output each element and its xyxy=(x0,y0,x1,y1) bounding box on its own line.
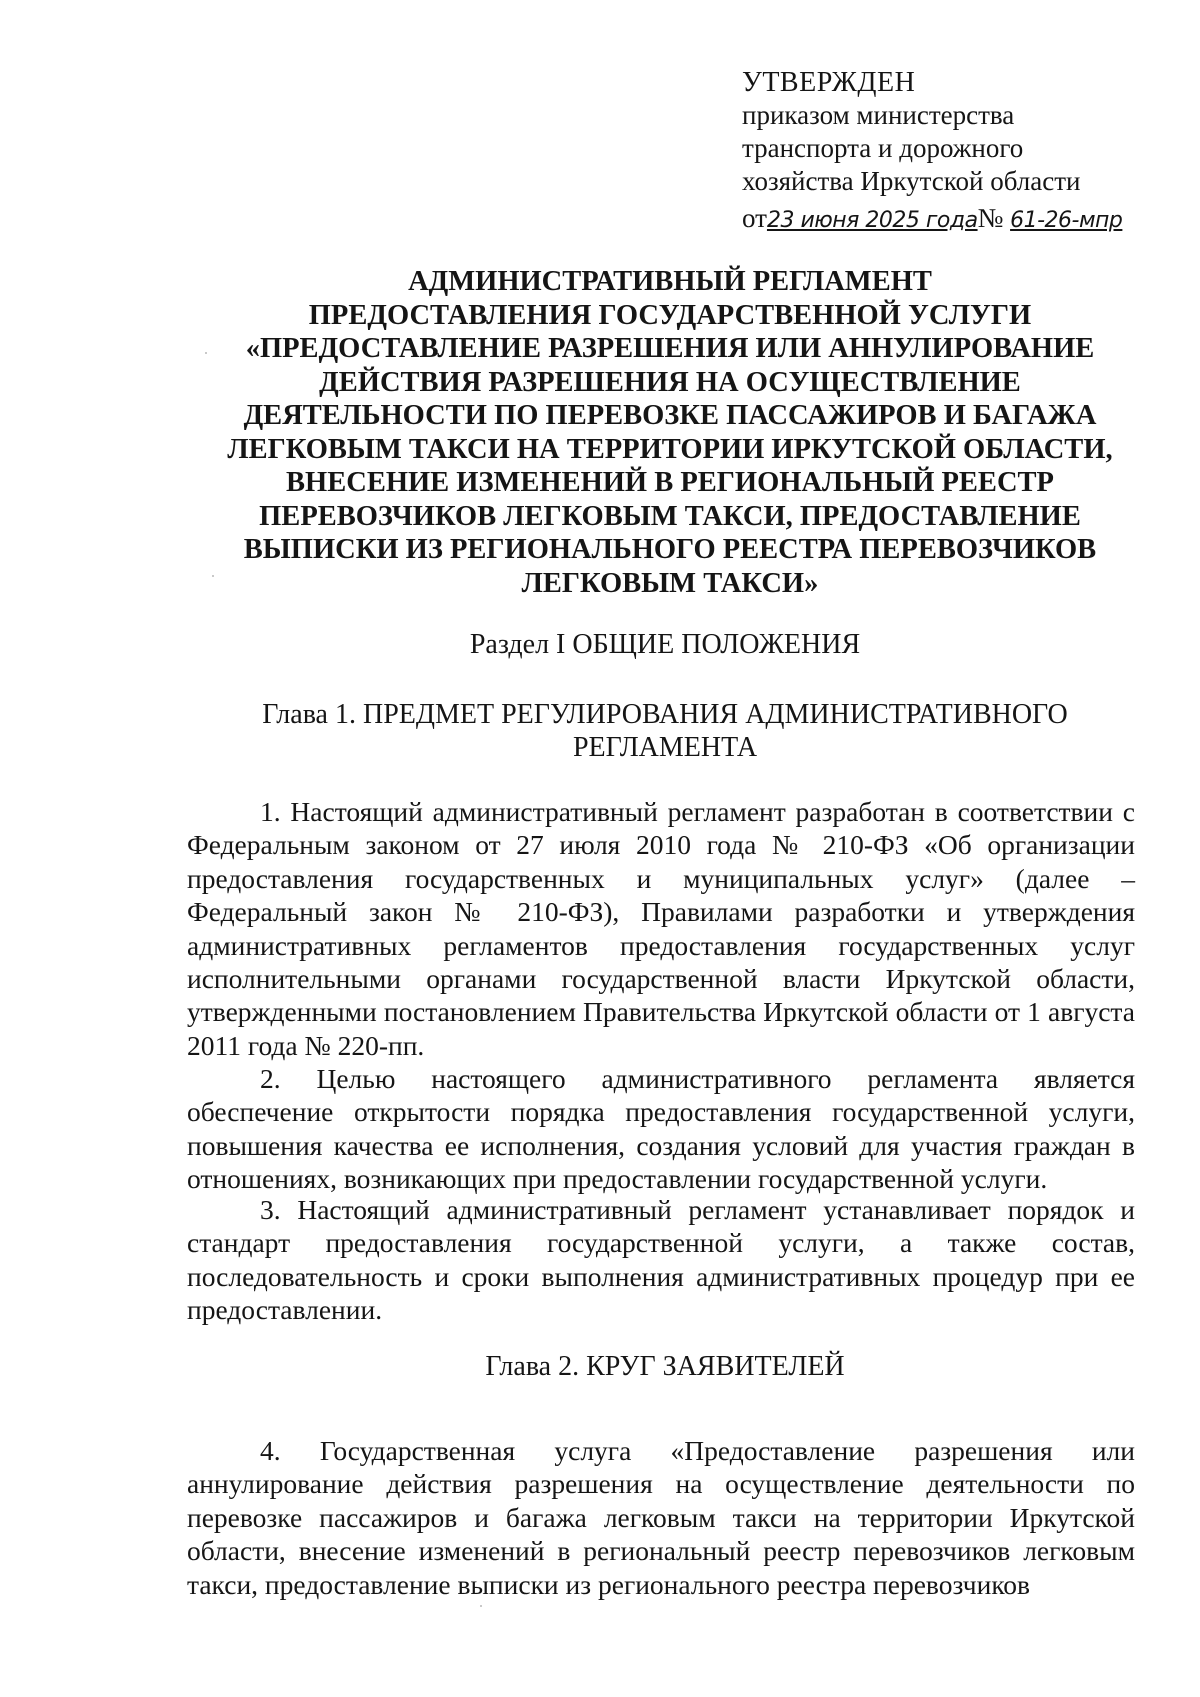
title-line: ПРЕДОСТАВЛЕНИЯ ГОСУДАРСТВЕННОЙ УСЛУГИ xyxy=(308,299,1032,331)
title-line: ВЫПИСКИ ИЗ РЕГИОНАЛЬНОГО РЕЕСТРА ПЕРЕВОЗЧИКОВ xyxy=(243,534,1097,565)
approved-label: УТВЕРЖДЕН xyxy=(742,67,916,98)
title-line: ЛЕГКОВЫМ ТАКСИ» xyxy=(521,567,819,599)
title-line: «ПРЕДОСТАВЛЕНИЕ РАЗРЕШЕНИЯ ИЛИ АННУЛИРОВАНИЕ xyxy=(245,333,1095,364)
scan-speck xyxy=(212,575,214,577)
section-heading: Раздел I ОБЩИЕ ПОЛОЖЕНИЯ xyxy=(469,629,861,660)
paragraph-2: 2. Целью настоящего административного регламента является обеспечение открытости порядка предоставления государственной услуги, повышения качества ее исполнения, создания условий для участия граждан в отношениях, возникающих при предоставлении государственной услуги. xyxy=(187,1063,1135,1195)
paragraph-3: 3. Настоящий административный регламент устанавливает порядок и стандарт предоставления государственной услуги, а также состав, последовательность и сроки выполнения административных процедур при ее предоставлении. xyxy=(187,1194,1135,1326)
paragraph-4: 4. Государственная услуга «Предоставление разрешения или аннулирование действия разрешения на осуществление деятельности по перевозке пассажиров и багажа легковым такси на территории Иркутской области, внесение изменений в региональный реестр перевозчиков легковым такси, предоставление выписки из регионального реестра перевозчиков xyxy=(187,1435,1135,1600)
chapter-1-heading: Глава 1. ПРЕДМЕТ РЕГУЛИРОВАНИЯ АДМИНИСТРАТИВНОГО РЕГЛАМЕНТА xyxy=(262,699,1068,763)
scan-speck xyxy=(205,352,207,354)
title-line: ЛЕГКОВЫМ ТАКСИ НА ТЕРРИТОРИИ ИРКУТСКОЙ ОБЛАСТИ, xyxy=(227,433,1113,465)
title-line: АДМИНИСТРАТИВНЫЙ РЕГЛАМЕНТ xyxy=(408,266,932,297)
approval-line: транспорта и дорожного xyxy=(742,133,1024,163)
from-label: от xyxy=(742,203,767,233)
approval-line: приказом министерства xyxy=(742,100,1015,130)
title-line: ДЕЯТЕЛЬНОСТИ ПО ПЕРЕВОЗКЕ ПАССАЖИРОВ И БАГАЖА xyxy=(243,400,1097,431)
handwritten-order-number: 61-26-мпр xyxy=(1010,208,1123,233)
document-title xyxy=(205,265,1135,600)
approval-line: хозяйства Иркутской области xyxy=(742,166,1081,196)
title-line: ПЕРЕВОЗЧИКОВ ЛЕГКОВЫМ ТАКСИ, ПРЕДОСТАВЛЕНИЕ xyxy=(259,500,1081,532)
handwritten-date: 23 июня 2025 года xyxy=(766,208,978,233)
title-line: ДЕЙСТВИЯ РАЗРЕШЕНИЯ НА ОСУЩЕСТВЛЕНИЕ xyxy=(319,366,1021,398)
scan-speck xyxy=(480,1605,482,1607)
number-sign: № xyxy=(977,203,1004,233)
chapter-2-heading: Глава 2. КРУГ ЗАЯВИТЕЛЕЙ xyxy=(485,1351,845,1382)
order-reference xyxy=(742,202,1162,237)
paragraph-1: 1. Настоящий административный регламент разработан в соответствии с Федеральным законом от 27 июля 2010 года № 210-ФЗ «Об организации предоставления государственных и муниципальных услуг» (далее – Федеральный закон № 210-ФЗ), Правилами разработки и утверждения административных регламентов предоставления государственных услуг исполнительными органами государственной власти Иркутской области, утвержденными постановлением Правительства Иркутской области от 1 августа 2011 года № 220-пп. xyxy=(187,796,1135,1061)
approval-stamp xyxy=(742,66,1162,237)
title-line: ВНЕСЕНИЕ ИЗМЕНЕНИЙ В РЕГИОНАЛЬНЫЙ РЕЕСТР xyxy=(286,467,1054,498)
